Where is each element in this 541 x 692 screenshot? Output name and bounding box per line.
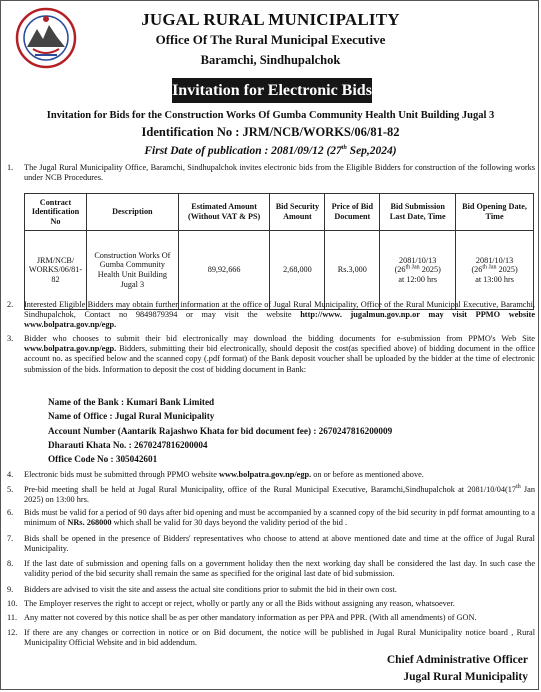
table-row [25, 231, 534, 310]
identification-number: Identification No : JRM/NCB/WORKS/06/81-82 [141, 125, 400, 139]
table-header: Bid Opening Date, Time [456, 194, 534, 231]
table-header-row [25, 194, 534, 231]
table-header: Description [86, 194, 178, 231]
municipality-title: JUGAL RURAL MUNICIPALITY [141, 10, 400, 29]
signature-org: Jugal Rural Municipality [403, 671, 528, 683]
publication-date: First Date of publication : 2081/09/12 (27th Sep,2024) [144, 145, 397, 157]
paragraph-7: 7. Bids shall be opened in the presence of Bidders' representatives who choose to attend at above mentioned date and time at the office of Jugal Rural Municipality. [7, 534, 535, 554]
contract-cell: JRM/NCB/ WORKS/06/81-82 [25, 231, 87, 310]
table-header: Bid Submission Last Date, Time [380, 194, 456, 231]
paragraph-4: 4. Electronic bids must be submitted through PPMO website www.bolpatra.gov.np/egp. on or before as mentioned above. [7, 470, 424, 479]
paragraph-11: 11. Any matter not covered by this notice shall be as per other mandatory information as per PPA and PPR. (With all amendments) of GON. [7, 613, 477, 622]
bolpatra-link[interactable]: www.bolpatra.gov.np/egp. [24, 344, 117, 354]
description-cell: Construction Works Of Gumba Community Health Unit Building Jugal 3 [86, 231, 178, 310]
bank-office-name: Name of Office : Jugal Rural Municipality [48, 411, 215, 422]
bank-details [48, 395, 392, 466]
paragraph-9: 9. Bidders are advised to visit the site and assess the actual site conditions prior to submit the bid in their own cost. [7, 585, 397, 594]
table-header: Bid Security Amount [270, 194, 325, 231]
paragraph-12: 12. If there are any changes or correction in notice or on Bid document, the notice will be published in Jugal Rural Municipality notice board , Rural Municipality Official Website and in bid addendum. [7, 628, 535, 648]
invitation-subtitle: Invitation for Bids for the Construction Works Of Gumba Community Health Unit Building Jugal 3 [46, 110, 495, 121]
estimated-amount-cell: 89,92,666 [178, 231, 270, 310]
bank-account-number: Account Number (Aantarik Rajashwo Khata for bid document fee) : 2670247816200009 [48, 425, 393, 436]
office-code: Office Code No : 305042601 [48, 454, 158, 465]
paragraph-3: 3. Bidder who chooses to submit their bid electronically may download the bidding documents for e-submission from PPMO's Web Site www.bolpatra.gov.np/egp. Bidders, submitting their bid electronically, should deposit the cost(as specified above) of bidding document in the office account no. as specified below and the scanned copy (.pdf format) of the Bank deposit voucher shall be uploaded by the bidder at the time of electronic submission of the bids. Information to deposit the cost of bidding document in Bank: [7, 334, 535, 374]
paragraph-6: 6. Bids must be valid for a period of 90 days after bid opening and must be accompanied by a scanned copy of the bid security in pdf format amounting to a minimum of NRs. 268000 which shall be valid for 30 days beyond the validity period of the bid . [7, 508, 535, 528]
address: Baramchi, Sindhupalchok [200, 53, 341, 67]
paragraph-5: 5. Pre-bid meeting shall be held at Jugal Rural Municipality, office of the Rural Municipal Executive, Baramchi,Sindhupalchok at 2081/10/04(17th Jan 2025) on 13:00 hrs. [7, 484, 535, 505]
document-price-cell: Rs.3,000 [325, 231, 380, 310]
bid-security-cell: 2,68,000 [270, 231, 325, 310]
opening-date-cell: 2081/10/13 ($26^{th Jan}$ 2025) at 13:00 hrs [456, 231, 534, 310]
office-title: Office Of The Rural Municipal Executive [155, 32, 386, 47]
paragraph-2: 2. Interested Eligible Bidders may obtain further information at the office of Jugal Rural Municipality, Office of the Rural Municipal Executive, Baramchi, Sindhupalchok, Contact no 9849879394 or may visit the website http://www. jugalmun.gov.np.or may visit PPMO website www.bolpatra.gov.np/egp. [7, 300, 535, 330]
bid-table [24, 193, 534, 310]
bolpatra-link[interactable]: www.bolpatra.gov.np/egp. [218, 470, 312, 479]
table-header: Price of Bid Document [325, 194, 380, 231]
paragraph-8: 8. If the last date of submission and opening falls on a government holiday then the next working day shall be considered the last day. In such case the validity period of the bid security shall remain the same as specified for the original last date of bid submission. [7, 559, 535, 579]
dharauti-khata: Dharauti Khata No. : 2670247816200004 [48, 439, 208, 450]
submission-date-cell: 2081/10/13 ($26^{th Jan}$ 2025) at 12:00 hrs [380, 231, 456, 310]
table-header: Estimated Amount (Without VAT & PS) [178, 194, 270, 231]
paragraph-10: 10. The Employer reserves the right to accept or reject, wholly or partly any or all the Bids without assigning any reason, whatsoever. [7, 599, 455, 608]
signature-title: Chief Administrative Officer [386, 654, 528, 666]
notice-banner: Invitation for Electronic Bids [172, 78, 372, 103]
bank-name: Name of the Bank : Kumari Bank Limited [48, 397, 215, 407]
paragraph-1: 1. The Jugal Rural Municipality Office, Baramchi, Sindhupalchok invites electronic bids from the Eligible Bidders for construction of the following works under NCB Procedures. [7, 163, 535, 183]
table-header: Contract Identification No [25, 194, 87, 231]
website-link[interactable]: http://www. jugalmun.gov.np.or may visit PPMO website www.bolpatra.gov.np/egp. [24, 310, 535, 330]
